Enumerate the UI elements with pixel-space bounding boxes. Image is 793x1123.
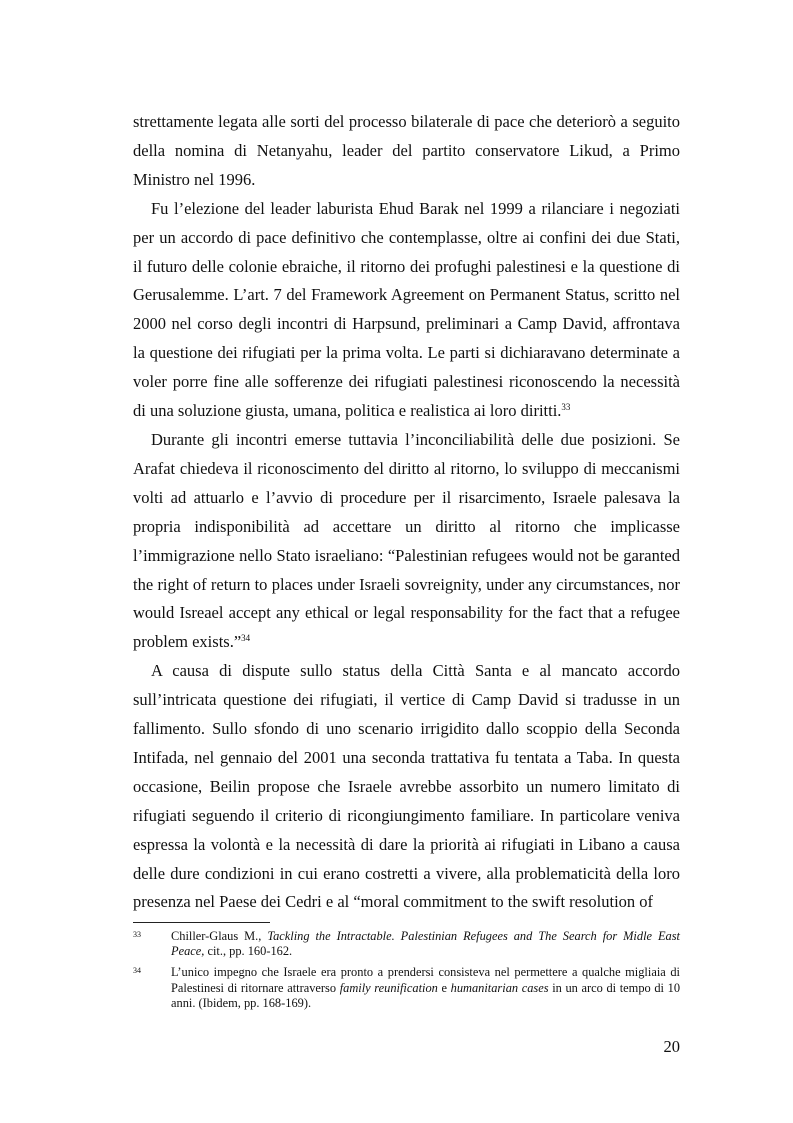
footnote-italic-term: humanitarian cases — [450, 980, 549, 995]
footnote-number: 33 — [133, 930, 141, 939]
paragraph-3 — [133, 426, 680, 657]
footnote-text — [171, 965, 680, 1011]
footnote-citation: cit., pp. 160-162. — [204, 944, 293, 959]
paragraph-4: A causa di dispute sullo status della Città Santa e al mancato accordo sull’intricata questione dei rifugiati, il vertice di Camp David si tradusse in un fallimento. Sullo sfondo di uno scenario irrigidito dallo scoppio della Seconda Intifada, nel gennaio del 2001 una seconda trattativa fu tentata a Taba. In questa occasione, Beilin propose che Israele avrebbe assorbito un numero limitato di rifugiati seguendo il criterio di ricongiungimento familiare. In particolare veniva espressa la volontà e la necessità di dare la priorità ai rifugiati in Libano a causa delle dure condizioni in cui erano costretti a vivere, alla problematicità della loro presenza nel Paese dei Cedri e al “moral commitment to the swift resolution of — [133, 661, 680, 912]
footnote-author: Chiller-Glaus M., — [171, 929, 268, 943]
paragraph-3-text: Durante gli incontri emerse tuttavia l’inconciliabilità delle due posizioni. Se Arafat chiedeva il riconoscimento del diritto al ritorno, lo sviluppo di meccanismi volti ad attuarlo e l’avvio di procedure per il risarcimento, Israele palesava la propria indisponibilità ad accettare un diritto al ritorno che implicasse l’immigrazione nello Stato israeliano: “Palestinian refugees would not be garanted the right of return to places under Israeli sovreignity, under any circumstances, nor would Isreael accept any ethical or legal responsability for the fact that a refugee problem exists.” — [133, 429, 680, 652]
footnote-number: 34 — [133, 966, 141, 976]
footnote-34 — [133, 965, 680, 1011]
page-number: 20 — [663, 1037, 680, 1056]
footnote-text — [171, 929, 680, 959]
footnote-text-part: e — [437, 980, 451, 995]
footnote-title: Tackling the Intractable. Palestinian Refugees and The Search for Midle East Peace, — [171, 929, 680, 959]
footnote-ref-34[interactable]: 34 — [241, 633, 251, 644]
paragraph-2 — [133, 195, 680, 426]
footnote-text-part: in un arco di tempo di 10 anni. (Ibidem, pp. 168-169). — [171, 980, 681, 1010]
paragraph-2-text: Fu l’elezione del leader laburista Ehud Barak nel 1999 a rilanciare i negoziati per un accordo di pace definitivo che contemplasse, oltre ai confini dei due Stati, il futuro delle colonie ebraiche, il ritorno dei profughi palestinesi e la questione di Gerusalemme. L’art. 7 del Framework Agreement on Permanent Status, scritto nel 2000 nel corso degli incontri di Harpsund, preliminari a Camp David, affrontava la questione dei rifugiati per la prima volta. Le parti si dichiaravano determinate a voler porre fine alle sofferenze dei rifugiati palestinesi riconoscendo la necessità di una soluzione giusta, umana, politica e realistica ai loro diritti. — [133, 198, 680, 421]
footnote-ref-33[interactable]: 33 — [561, 402, 571, 413]
footnote-separator — [133, 922, 270, 923]
footnote-33 — [133, 929, 680, 959]
footnote-italic-term: family reunification — [339, 980, 438, 995]
footnote-text-part: L’unico impegno che Israele era pronto a prendersi consisteva nel permettere a qualche migliaia di Palestinesi di ritornare attraverso — [171, 965, 680, 995]
paragraph-1: strettamente legata alle sorti del processo bilaterale di pace che deteriorò a seguito della nomina di Netanyahu, leader del partito conservatore Likud, a Primo Ministro nel 1996. — [133, 112, 680, 189]
footnotes — [133, 929, 680, 1017]
body-text — [133, 108, 680, 917]
